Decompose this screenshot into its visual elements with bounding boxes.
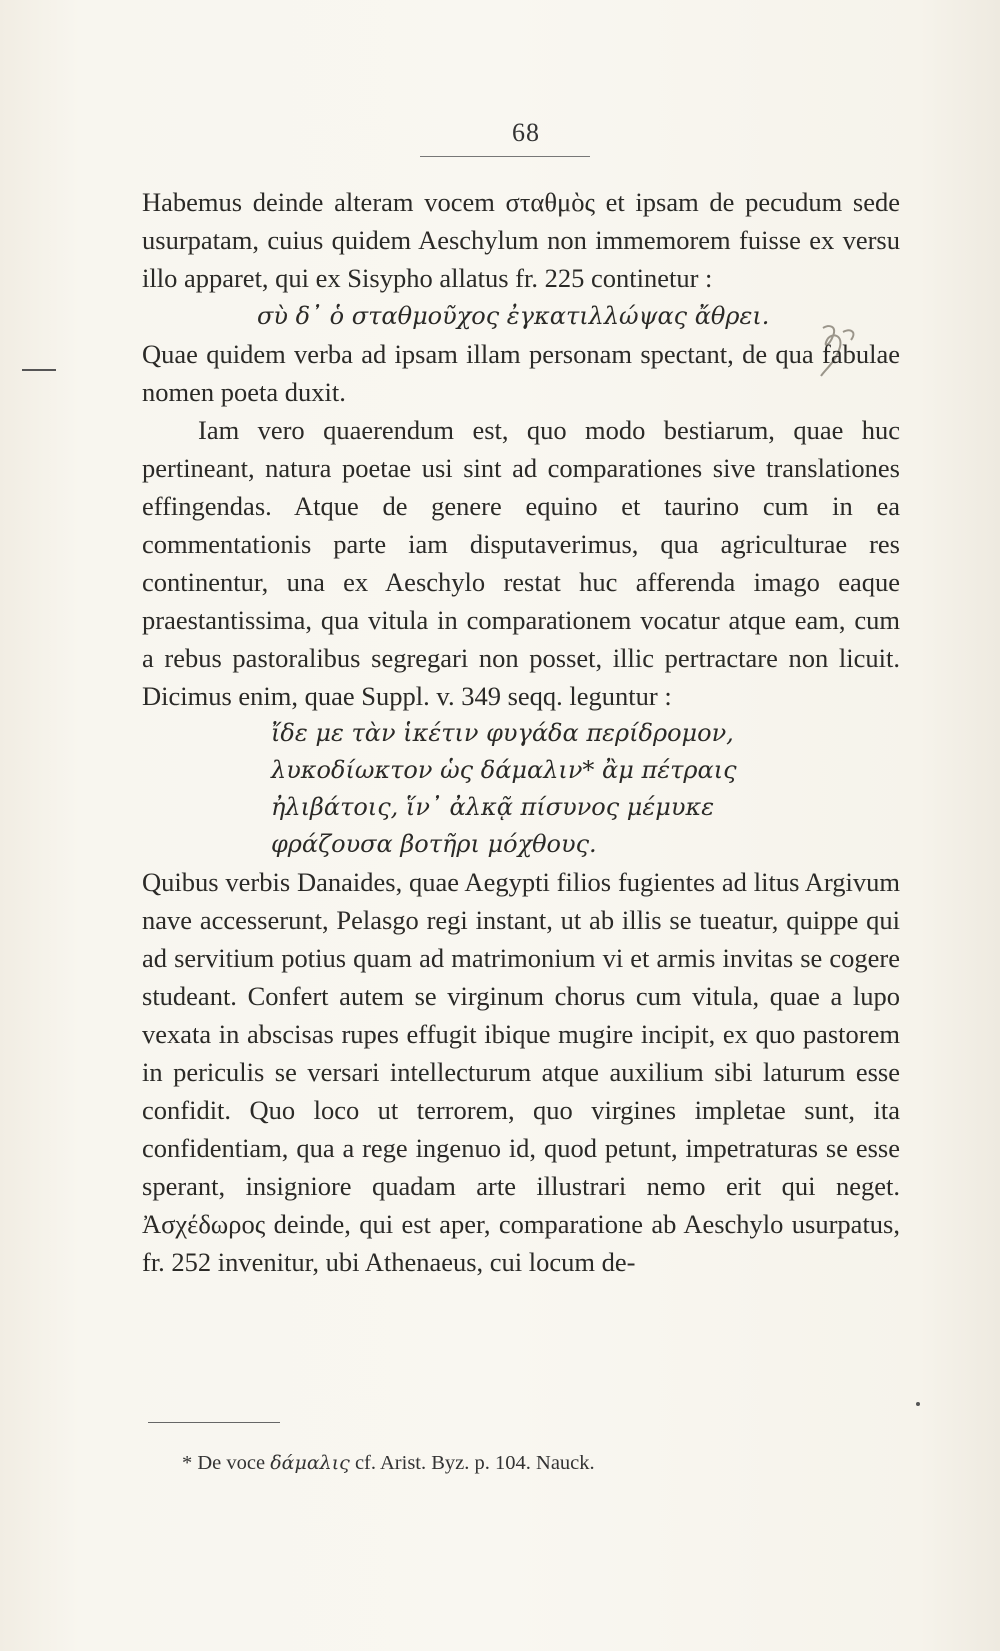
verse-line: φράζουσα βοτῆρι μόχθους. — [271, 830, 597, 858]
verse-line: ἠλιβάτοις, ἵν᾽ ἀλκᾷ πίσυνος μέμυκε — [271, 793, 715, 821]
footnote-prefix: De voce — [197, 1452, 266, 1474]
paragraph-2: Quae quidem verba ad ipsam illam personam spectant, de qua fabulae nomen poeta duxit. — [142, 339, 900, 407]
footnote-greek-word: δάμαλις — [270, 1452, 350, 1474]
paragraph-4: Quibus verbis Danaides, quae Aegypti filios fugientes ad litus Argivum nave accesserunt, Pelasgo regi instant, ut ab illis se tueatur, quippe qui ad servitium potius quam ad matrimonium vi et armis invitas se cogere studeant. Confert autem se virginum chorus cum vitula, quae a lupo vexata in abscisas rupes effugit ibique mugire incipit, ex quo pastorem in periculis se versari intellecturum atque auxilium sibi laturum esse confidit. Quo loco ut terrorem, quo virgines impletae sunt, ita confidentiam, qua a rege ingenuo id, quod petunt, impetraturas se esse sperant, insigniore quadam arte illustrari nemo erit qui neget. Ἀσχέδωρος deinde, qui est aper, comparatione ab Aeschylo usurpatus, fr. 252 invenitur, ubi Athenaeus, cui locum de- — [142, 867, 900, 1277]
paragraph-1: Habemus deinde alteram vocem σταθμὸς et ipsam de pecudum sede usurpatam, cuius quidem Aeschylum non immemorem fuisse ex versu illo apparet, qui ex Sisypho allatus fr. 225 continetur : — [142, 187, 900, 293]
header-rule — [420, 156, 590, 157]
footnote-rule — [148, 1422, 280, 1423]
margin-dash-mark — [22, 369, 56, 371]
footnote-marker: * — [182, 1452, 193, 1474]
margin-dot — [916, 1402, 920, 1406]
verse-line: ἴδε με τὰν ἱκέτιν φυγάδα περίδρομον, — [271, 719, 734, 747]
main-text — [142, 183, 900, 1281]
page-number: 68 — [512, 118, 540, 147]
paragraph-3: Iam vero quaerendum est, quo modo bestiarum, quae huc pertineant, natura poetae usi sint ad comparationes sive translationes effingendas. Atque de genere equino et taurino cum in ea commentationis parte iam disputaverimus, qua agriculturae res continentur, una ex Aeschylo restat huc afferenda imago eaque praestantissima, qua vitula in comparationem vocatur atque eam, cum a rebus pastoralibus segregari non posset, illic pertractare non licuit. Dicimus enim, quae Suppl. v. 349 seqq. leguntur : — [142, 415, 900, 711]
greek-quotation-sisyphus: σὺ δ᾽ ὁ σταθμοῦχος ἐγκατιλλώψας ἄθρει. — [257, 302, 770, 330]
footnote — [182, 1452, 595, 1475]
footnote-reference: cf. Arist. Byz. p. 104. Nauck. — [354, 1452, 595, 1474]
greek-verse-suppl — [142, 715, 900, 863]
verse-line: λυκοδίωκτον ὡς δάμαλιν* ἂμ πέτραις — [271, 756, 737, 784]
